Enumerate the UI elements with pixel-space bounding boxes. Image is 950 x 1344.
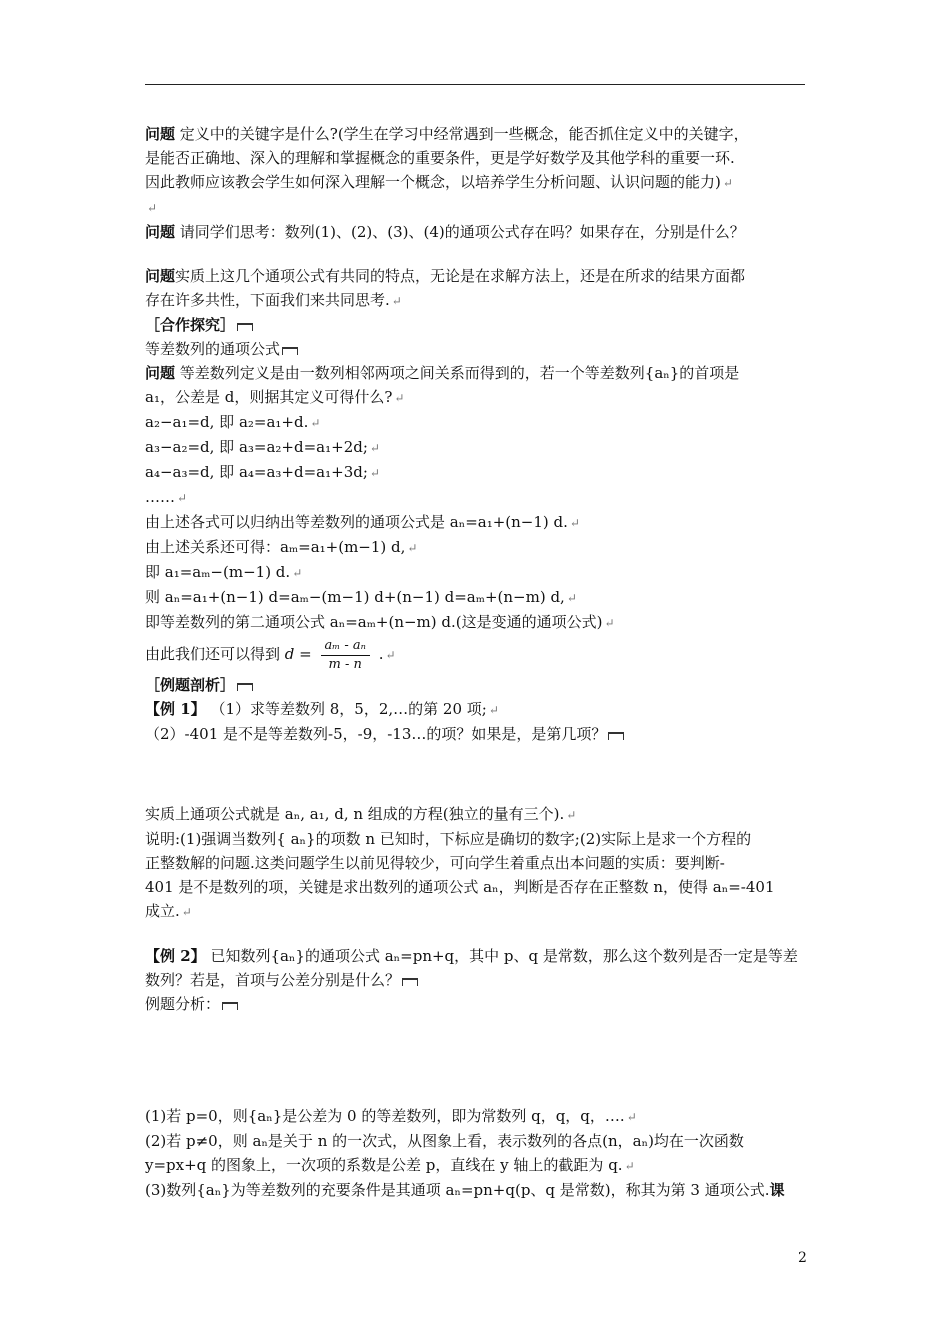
page-number: 2: [798, 1250, 807, 1266]
paragraph-line: 成立. ↵: [145, 902, 192, 920]
example-analysis-label: 例题分析：: [145, 992, 810, 1016]
paragraph-line: (2)若 p≠0，则 aₙ是关于 n 的一次式，从图象上看，表示数列的各点(n，aₙ)均在一次函数: [145, 1132, 744, 1150]
paragraph-line: 是能否正确地、深入的理解和掌握概念的重要条件，更是学好数学及其他学科的重要一环.: [145, 149, 735, 167]
paragraph-line: y=px+q 的图象上，一次项的系数是公差 p，直线在 y 轴上的截距为 q. ↵: [145, 1156, 635, 1174]
example-1-line: （2）-401 是不是等差数列-5，-9，-13…的项？如果是，是第几项？: [145, 722, 810, 746]
paragraph-line: 401 是不是数列的项，关键是求出数列的通项公式 aₙ，判断是否存在正整数 n，使得 aₙ=-401: [145, 878, 775, 896]
section-heading-examples: ［例题剖析］: [145, 673, 810, 697]
paragraph-line: 实质上通项公式就是 aₙ, a₁, d, n 组成的方程(独立的量有三个). ↵: [145, 805, 577, 823]
example-2-line: 数列？若是，首项与公差分别是什么？: [145, 968, 810, 992]
paragraph-line: 问题 定义中的关键字是什么?(学生在学习中经常遇到一些概念，能否抓住定义中的关键字，: [145, 125, 749, 143]
fraction-numerator: aₘ - aₙ: [321, 637, 370, 656]
paragraph-line: 问题 等差数列定义是由一数列相邻两项之间关系而得到的，若一个等差数列{aₙ}的首项是: [145, 364, 740, 382]
paragraph-line: (3)数列{aₙ}为等差数列的充要条件是其通项 aₙ=pn+q(p、q 是常数)，称其为第 3 通项公式.课: [145, 1181, 785, 1199]
paragraph-line: 则 aₙ=a₁+(n−1) d=aₘ−(m−1) d+(n−1) d=aₘ+(n−m) d, ↵: [145, 588, 577, 606]
header-rule: [145, 84, 805, 85]
example-1-line: 【例 1】 （1）求等差数列 8，5，2,…的第 20 项; ↵: [145, 700, 499, 718]
document-body: [145, 122, 810, 1202]
example-2-line: 【例 2】 已知数列{aₙ}的通项公式 aₙ=pn+q，其中 p、q 是常数，那么这个数列是否一定是等差: [145, 947, 798, 965]
paragraph-line: 正整数解的问题.这类问题学生以前见得较少，可向学生着重点出本问题的实质：要判断-: [145, 854, 725, 872]
paragraph-line: 问题 请同学们思考：数列(1)、(2)、(3)、(4)的通项公式存在吗？如果存在，分别是什么？: [145, 223, 745, 241]
equation-line: a₂−a₁=d, 即 a₂=a₁+d. ↵: [145, 413, 321, 431]
paragraph-line: (1)若 p=0，则{aₙ}是公差为 0 的等差数列，即为常数列 q，q，q，…. ↵: [145, 1107, 637, 1125]
equation-line: a₃−a₂=d, 即 a₃=a₂+d=a₁+2d; ↵: [145, 438, 380, 456]
paragraph-line: 因此教师应该教会学生如何深入理解一个概念，以培养学生分析问题、认识问题的能力) ↵: [145, 173, 733, 191]
paragraph-line: 问题实质上这几个通项公式有共同的特点，无论是在求解方法上，还是在所求的结果方面都: [145, 267, 746, 285]
paragraph-line: 存在许多共性，下面我们来共同思考. ↵: [145, 291, 402, 309]
formula-lhs: d =: [284, 645, 312, 663]
paragraph-line: a₁，公差是 d，则据其定义可得什么? ↵: [145, 388, 405, 406]
paragraph-line: 说明:(1)强调当数列{ aₙ}的项数 n 已知时，下标应是确切的数字;(2)实际上是求一个方程的: [145, 830, 752, 848]
formula-line: 由此我们还可以得到 d = $\frac{\text{aₘ - aₙ}}{m - n}$ . ↵: [145, 637, 396, 672]
section-heading-cooperative: ［合作探究］: [145, 313, 810, 337]
fraction-denominator: m - n: [328, 656, 362, 672]
fraction: [321, 637, 370, 674]
subheading-general-term: 等差数列的通项公式: [145, 337, 810, 361]
paragraph-line: 即等差数列的第二通项公式 aₙ=aₘ+(n−m) d.(这是变通的通项公式) ↵: [145, 613, 615, 631]
paragraph-line: 由上述各式可以归纳出等差数列的通项公式是 aₙ=a₁+(n−1) d. ↵: [145, 513, 580, 531]
blank-line: ↵: [147, 201, 158, 215]
ellipsis-line: …… ↵: [145, 488, 188, 506]
paragraph-line: 由上述关系还可得：aₘ=a₁+(m−1) d, ↵: [145, 538, 418, 556]
equation-line: a₄−a₃=d, 即 a₄=a₃+d=a₁+3d; ↵: [145, 463, 380, 481]
paragraph-line: 即 a₁=aₘ−(m−1) d. ↵: [145, 563, 303, 581]
